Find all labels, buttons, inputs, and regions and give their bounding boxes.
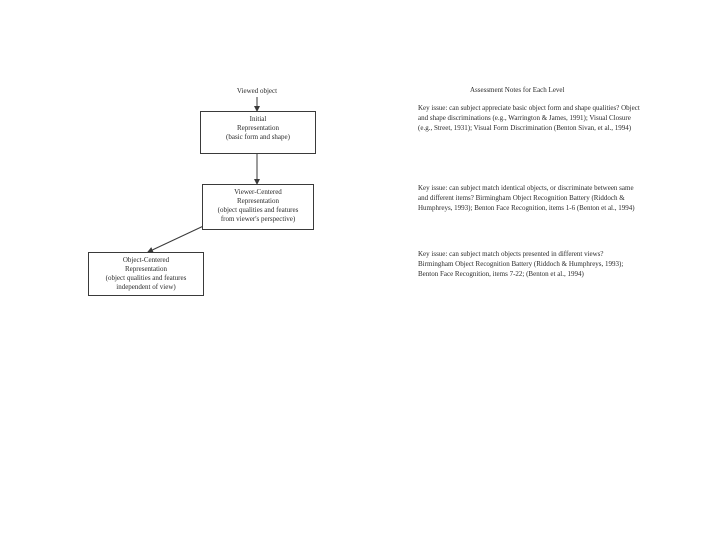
assessment-notes-heading: Assessment Notes for Each Level: [470, 86, 565, 94]
object-desc-line2: independent of view): [116, 283, 176, 291]
initial-representation-box: [200, 111, 316, 154]
viewer-desc-line2: from viewer's perspective): [220, 215, 296, 223]
viewer-title-line2: Representation: [237, 197, 279, 205]
note-viewer-level: Key issue: can subject match identical objects, or discriminate between same and different items? Birmingham Object Recognition Battery (Riddoch & Humphreys, 1993); Benton Face Recognition, items 1-6 (Benton et al., 1994): [418, 184, 635, 212]
viewer-title-line1: Viewer-Centered: [234, 188, 282, 196]
object-centered-box: [88, 252, 204, 296]
object-title-line2: Representation: [125, 265, 167, 273]
object-title-line1: Object-Centered: [122, 256, 170, 264]
viewed-object-caption: Viewed object: [236, 87, 278, 95]
note-object-level: Key issue: can subject match objects presented in different views? Birmingham Object Recognition Battery (Riddoch & Humphreys, 1993); Benton Face Recognition, items 7-22; (Benton et al., 1994): [418, 250, 624, 278]
initial-title-line2: Representation: [237, 124, 279, 132]
viewer-centered-box: [202, 184, 314, 230]
initial-desc: (basic form and shape): [226, 133, 290, 141]
initial-title-line1: Initial: [249, 115, 267, 123]
note-initial-level: Key issue: can subject appreciate basic object form and shape qualities? Object and shape discriminations (e.g., Warrington & James, 1991); Visual Closure (e.g., Street, 1931); Visual Form Discrimination (Benton Sivan, et al., 1994): [418, 104, 640, 132]
object-desc-line1: (object qualities and features: [105, 274, 187, 282]
viewer-desc-line1: (object qualities and features: [217, 206, 299, 214]
